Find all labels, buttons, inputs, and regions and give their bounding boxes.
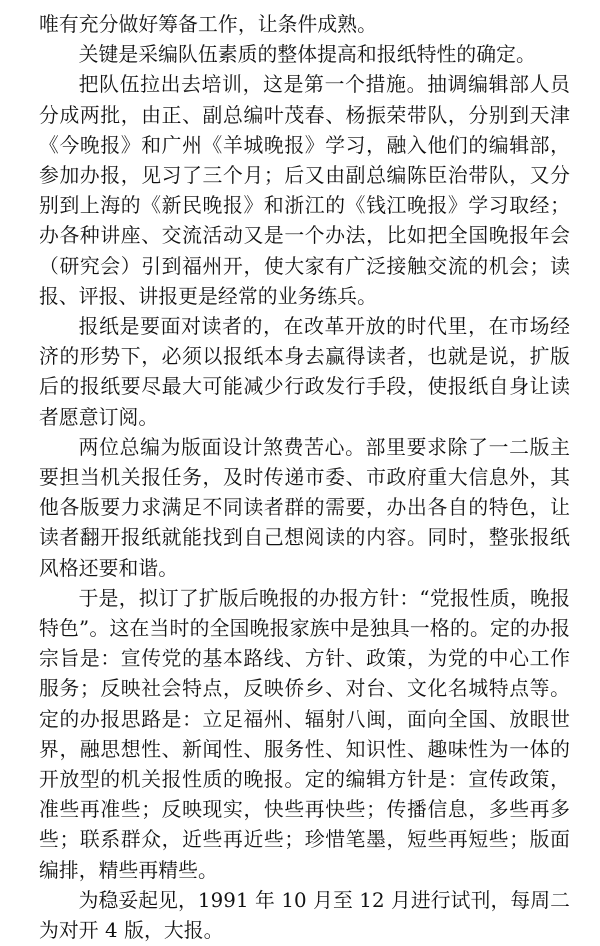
paragraph-6: 于是，拟订了扩版后晚报的办报方针：“党报性质，晚报特色”。这在当时的全国晚报家族中是独具一格的。定的办报宗旨是：宣传党的基本路线、方针、政策，为党的中心工作服务；反映社会特点，反映侨乡、对台、文化名城特点等。定的办报思路是：立足福州、辐射八闽，面向全国、放眼世界，融思想性、新闻性、服务性、知识性、趣味性为一体的开放型的机关报性质的晚报。定的编辑方针是：宣传政策，准些再准些；反映现实，快些再快些；传播信息，多些再多些；联系群众，近些再近些；珍惜笔墨，短些再短些；版面编排，精些再精些。 [39, 586, 570, 882]
paragraph-1: 唯有充分做好筹备工作，让条件成熟。 [39, 13, 377, 36]
paragraph-7: 为稳妥起见，1991 年 10 月至 12 月进行试刊，每周二为对开 4 版，大报。 [39, 888, 570, 943]
paragraph-4: 报纸是要面对读者的，在改革开放的时代里，在市场经济的形势下，必须以报纸本身去赢得读者，也就是说，扩版后的报纸要尽最大可能减少行政发行手段，使报纸自身让读者愿意订阅。 [39, 315, 570, 429]
paragraph-3: 把队伍拉出去培训，这是第一个措施。抽调编辑部人员分成两批，由正、副总编叶茂春、杨振荣带队，分别到天津《今晚报》和广州《羊城晚报》学习，融入他们的编辑部，参加办报，见习了三个月；后又由副总编陈臣治带队，又分别到上海的《新民晚报》和浙江的《钱江晚报》学习取经；办各种讲座、交流活动又是一个办法，比如把全国晚报年会（研究会）引到福州开，使大家有广泛接触交流的机会；读报、评报、讲报更是经常的业务练兵。 [39, 73, 570, 308]
paragraph-5: 两位总编为版面设计煞费苦心。部里要求除了一二版主要担当机关报任务，及时传递市委、市政府重大信息外，其他各版要力求满足不同读者群的需要，办出各自的特色，让读者翻开报纸就能找到自己想阅读的内容。同时，整张报纸风格还要和谐。 [39, 435, 570, 580]
paragraph-2: 关键是采编队伍素质的整体提高和报纸特性的确定。 [78, 43, 536, 67]
